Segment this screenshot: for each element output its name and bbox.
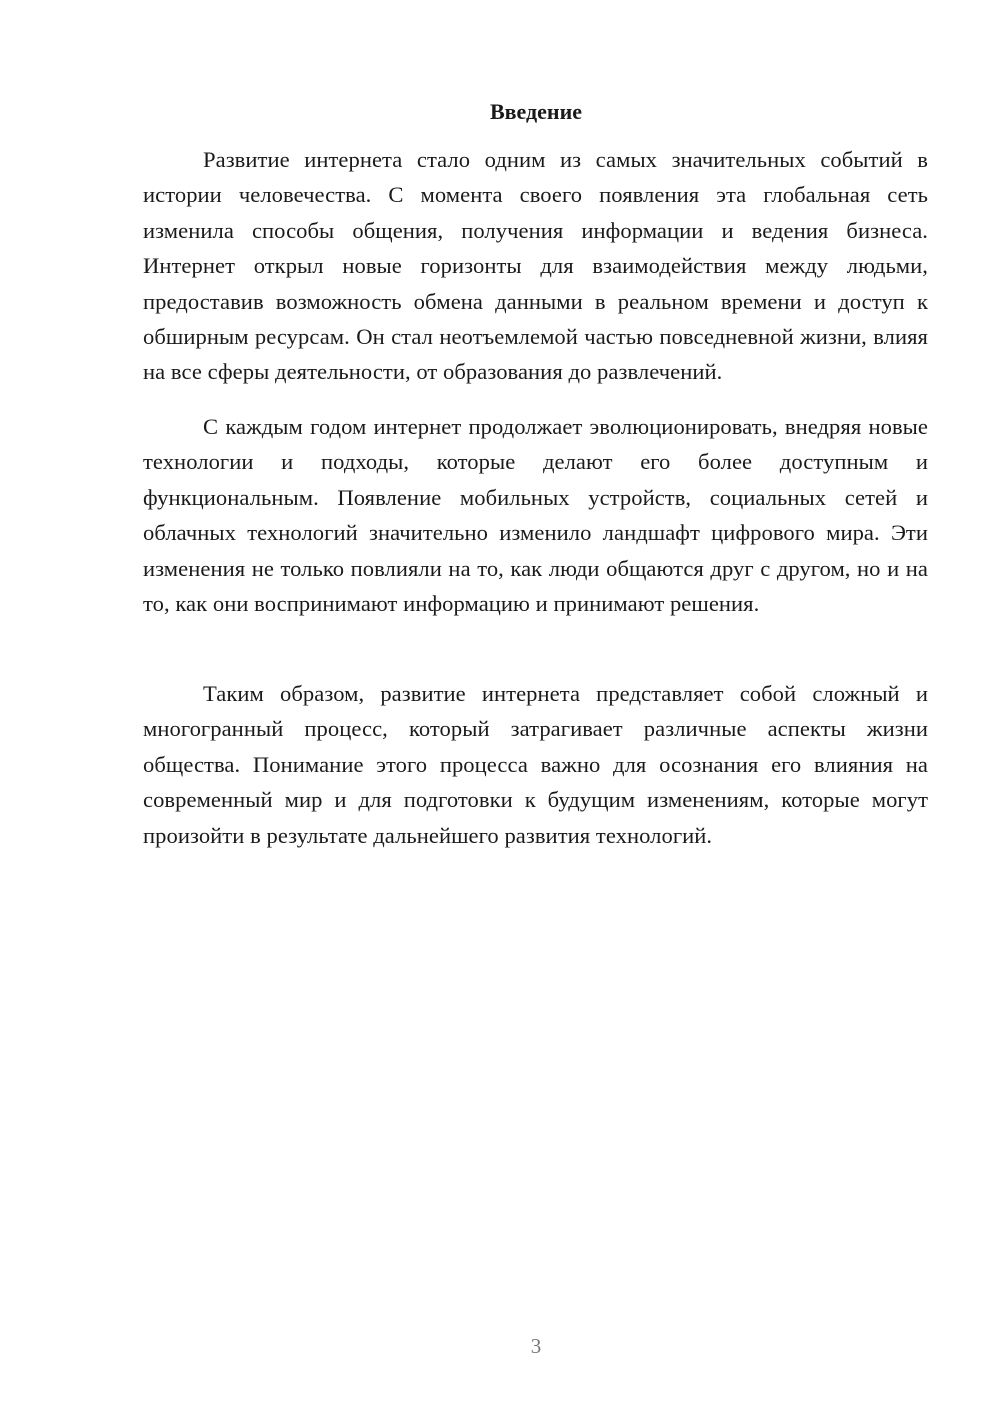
paragraph: С каждым годом интернет продолжает эволюционировать, внедряя новые технологии и подходы, которые делают его более доступным и функциональным. Появление мобильных устройств, социальных сетей и облачных технологий значительно изменило ландшафт цифрового мира. Эти изменения не только повлияли на то, как люди общаются друг с другом, но и на то, как они воспринимают информацию и принимают решения.	[143, 414, 928, 617]
page-number: 3	[530, 1334, 542, 1358]
section-heading: Введение	[489, 99, 583, 124]
paragraph: Таким образом, развитие интернета представляет собой сложный и многогранный процесс, который затрагивает различные аспекты жизни общества. Понимание этого процесса важно для осознания его влияния на современный мир и для подготовки к будущим изменениям, которые могут произойти в результате дальнейшего развития технологий.	[143, 681, 928, 848]
paragraph: Развитие интернета стало одним из самых значительных событий в истории человечества. С момента своего появления эта глобальная сеть изменила способы общения, получения информации и ведения бизнеса. Интернет открыл новые горизонты для взаимодействия между людьми, предоставив возможность обмена данными в реальном времени и доступ к обширным ресурсам. Он стал неотъемлемой частью повседневной жизни, влияя на все сферы деятельности, от образования до развлечений.	[143, 147, 928, 385]
